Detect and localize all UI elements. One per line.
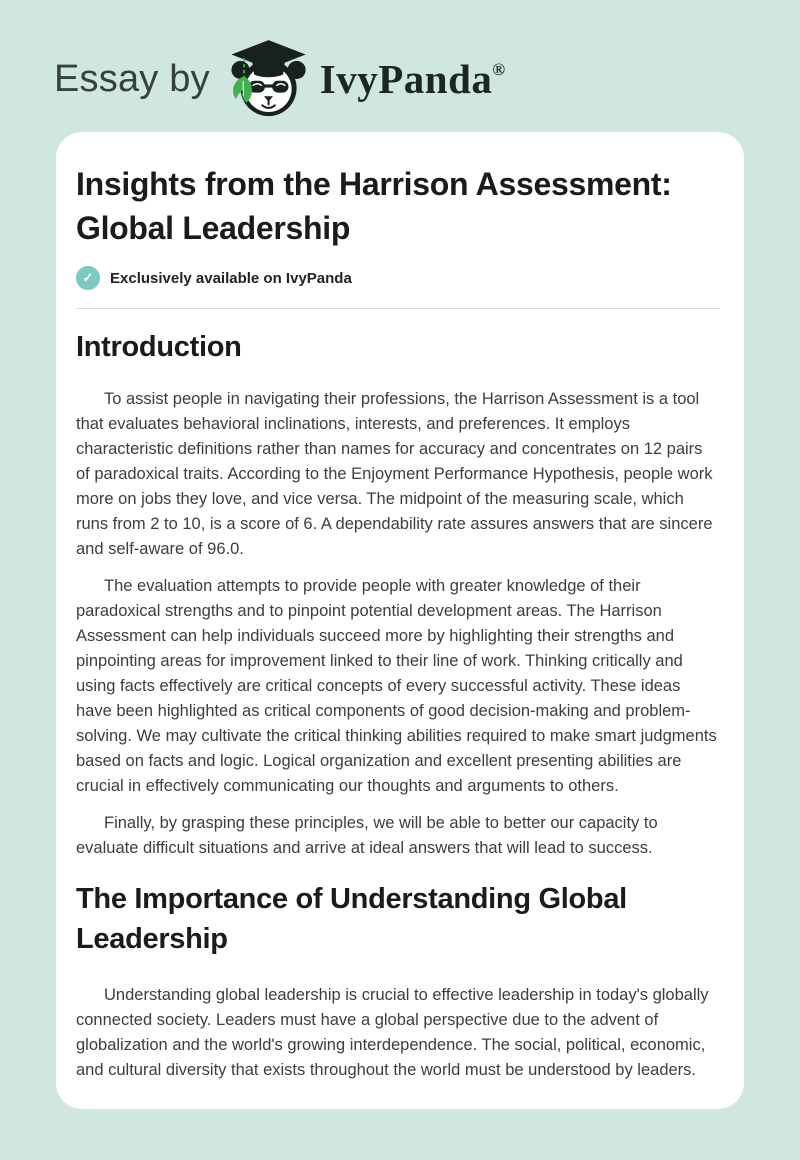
paragraph-intro-3: Finally, by grasping these principles, we will be able to better our capacity to evaluate difficult situations and arrive at ideal answers that will lead to success. xyxy=(76,814,658,857)
paragraph-intro-1: To assist people in navigating their professions, the Harrison Assessment is a tool that evaluates behavioral inclinations, interests, and preferences. It employs characteristic definitions rather than names for accuracy and concentrates on 12 pairs of paradoxical traits. According to the Enjoyment Performance Hypothesis, people work more on jobs they love, and vice versa. The midpoint of the measuring scale, which runs from 2 to 10, is a score of 6. A dependability rate assures answers that are sincere and self-aware of 96.0. xyxy=(76,390,713,558)
essay-card xyxy=(56,132,744,1109)
exclusive-badge xyxy=(76,266,720,290)
paragraph-global-leadership-1: Understanding global leadership is crucial to effective leadership in today's globally connected society. Leaders must have a global perspective due to the advent of globalization and the world's growing interdependence. The social, political, economic, and cultural diversity that exists throughout the world must be understood by leaders. xyxy=(76,986,709,1079)
section-heading-global-leadership: The Importance of Understanding Global Leadership xyxy=(76,883,627,955)
exclusive-badge-label: Exclusively available on IvyPanda xyxy=(110,269,352,287)
ivypanda-logo[interactable] xyxy=(226,37,506,121)
section-heading-introduction: Introduction xyxy=(76,331,242,363)
paragraph-intro-2: The evaluation attempts to provide people with greater knowledge of their paradoxical strengths and to pinpoint potential development areas. The Harrison Assessment can help individuals succeed more by highlighting their strengths and pinpointing areas for improvement linked to their line of work. Thinking critically and using facts effectively are critical concepts of every successful activity. These ideas have been highlighted as critical components of good decision-making and problem-solving. We may cultivate the critical thinking abilities required to make smart judgments based on facts and logic. Logical organization and excellent presenting abilities are crucial in effectively communicating our thoughts and arguments to others. xyxy=(76,577,717,795)
essay-title: Insights from the Harrison Assessment: Global Leadership xyxy=(76,166,672,246)
brand-name xyxy=(320,55,506,103)
brand-text: IvyPanda xyxy=(319,56,493,102)
panda-graduate-icon xyxy=(226,37,312,121)
essay-by-header xyxy=(0,0,800,132)
registered-mark: ® xyxy=(492,60,506,79)
essay-by-label: Essay by xyxy=(54,57,210,100)
check-icon: ✓ xyxy=(76,266,100,290)
divider xyxy=(76,308,720,309)
